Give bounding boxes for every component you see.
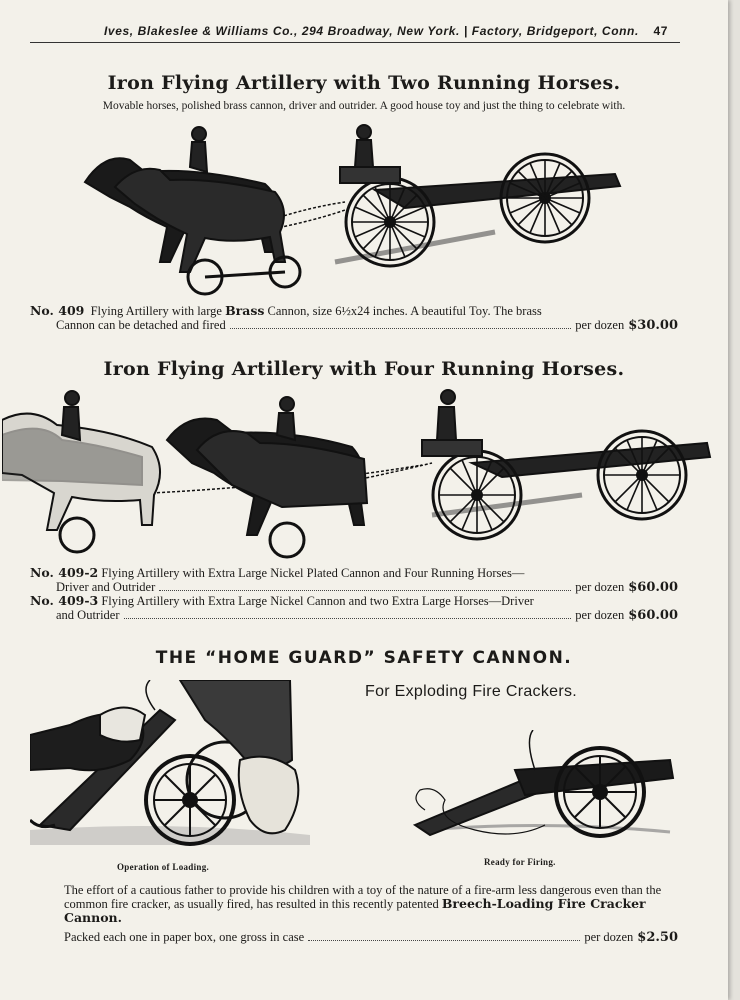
section1-subtitle: Movable horses, polished brass cannon, driver and outrider. A good house toy and just the thing to celebrate with. [102,100,626,112]
caption-ready: Ready for Firing. [484,857,556,867]
item-price: $60.00 [628,608,678,623]
item-number: No. 409-3 [30,593,99,608]
item-409-2: No. 409-2 Flying Artillery with Extra Large Nickel Plated Cannon and Four Running Horses— Driver and Outrider per dozen $60.00 [30,565,678,595]
caption-loading: Operation of Loading. [117,862,210,872]
loading-cannon-illustration [30,680,315,855]
page-number: 47 [653,24,668,38]
item-number: No. 409-2 [30,565,99,580]
packing-line: Packed each one in paper box, one gross in case per dozen $2.50 [64,930,678,945]
item-number: No. 409 [30,303,85,318]
item-price: $2.50 [637,930,678,945]
item-price: $30.00 [628,318,678,333]
section3-title: THE “HOME GUARD” SAFETY CANNON. [155,648,573,668]
item-price: $60.00 [628,580,678,595]
description-paragraph: The effort of a cautious father to provide his children with a toy of the nature of a fire-arm less dangerous even than the common fire cracker, as usually fired, has resulted in this recently patented Breech-Loading Fire Cracker Cannon. [64,883,662,925]
section2-title: Iron Flying Artillery with Four Running Horses. [103,358,625,380]
header-publisher: Ives, Blakeslee & Williams Co., 294 Broadway, New York. | Factory, Bridgeport, Conn. [104,24,639,38]
section3-tagline: For Exploding Fire Crackers. [365,683,578,700]
item-409-3: No. 409-3 Flying Artillery with Extra Large Nickel Cannon and two Extra Large Horses—Driver and Outrider per dozen $60.00 [30,593,678,623]
four-horse-artillery-illustration [2,385,712,560]
two-horse-artillery-illustration [75,112,635,302]
running-header [30,22,680,43]
item-409: No. 409 Flying Artillery with large Brass Cannon, size 6½x24 inches. A beautiful Toy. The brass Cannon can be detached and fired per dozen $30.00 [30,303,678,333]
ready-cannon-illustration [405,730,680,850]
section1-title: Iron Flying Artillery with Two Running Horses. [107,72,621,94]
